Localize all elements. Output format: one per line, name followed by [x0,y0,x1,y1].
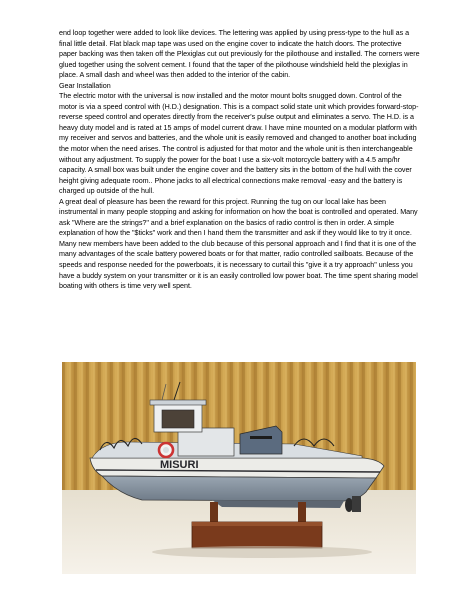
pilothouse-roof [150,400,206,405]
model-tugboat-photo [62,362,416,574]
article-text [59,28,421,292]
keel [212,500,344,508]
stand-upright-left [210,502,218,524]
pilothouse-window [162,410,194,428]
section-heading-gear-installation: Gear Installation [59,81,111,90]
table-shadow [152,546,372,558]
propeller [345,498,353,512]
rudder [352,496,361,512]
paragraph-conclusion: A great deal of pleasure has been the reward for this project. Running the tug on our local lake has been instrumental in many people stopping and asking for information on how the boat is controlled and operated. Many ask "Where are the strings?" and a brief explanation on the basics of radio control is then in order. A simple explanation of how the "$ticks" work and then I hand them the transmitter and ask if they would like to try it once. Many new members have been added to the club because of this personal approach and I find that it is one of the many advantages of the scale battery powered boats or for that matter, radio controlled sailboats. Because of the speeds and response needed for the powerboats, it is necessary to curtail this "give it a try approach" unless you have a buddy system on your transmitter or it is an easily controlled low power boat. The time spent sharing model boating with others is time very well spent. [59,197,418,291]
hatch-tape [250,436,272,439]
stand-upright-right [298,502,306,524]
hull-lettering: MISURI [160,459,199,471]
hull-white-band [90,458,384,478]
paragraph-gear-installation: The electric motor with the universal is now installed and the motor mount bolts snugged down. Control of the motor is via a speed control with (H.D.) designation. This is a compact solid state unit which provides forward-stop-reverse speed control and operates directly from the receiver's pulse output and eliminates a servo. The H.D. is a heavy duty model and is rated at 15 amps of model current draw. I have mine mounted on a modular platform with my receiver and servos and batteries, and the whole unit is easily removed and changed to another boat including the motor when the need arises. The control is adjusted for that motor and the whole unit is then interchangeable without any adjustment. To supply the power for the boat I use a six-volt motorcycle battery with a 4.5 amp/hr capacity. A small box was built under the engine cover and the battery sits in the bottom of the hull with the cover height giving adequate room.. Phone jacks to all electrical connections make removal -easy and the battery is charged up outside of the hull. [59,92,419,196]
hull-grey-lower [102,476,376,501]
paragraph-finishing-details: end loop together were added to look like devices. The lettering was applied by using press-type to the hull as a final little detail. Flat black map tape was used on the engine cover to indicate the hatch doors. The protective paper backing was then taken off the Plexiglas cut out previously for the pilothouse and installed. The corners were glued together using the solvent cement. I found that the taper of the pilothouse windshield held the plexiglas in place. A small dash and wheel was then added to the interior of the cabin. [59,29,420,80]
